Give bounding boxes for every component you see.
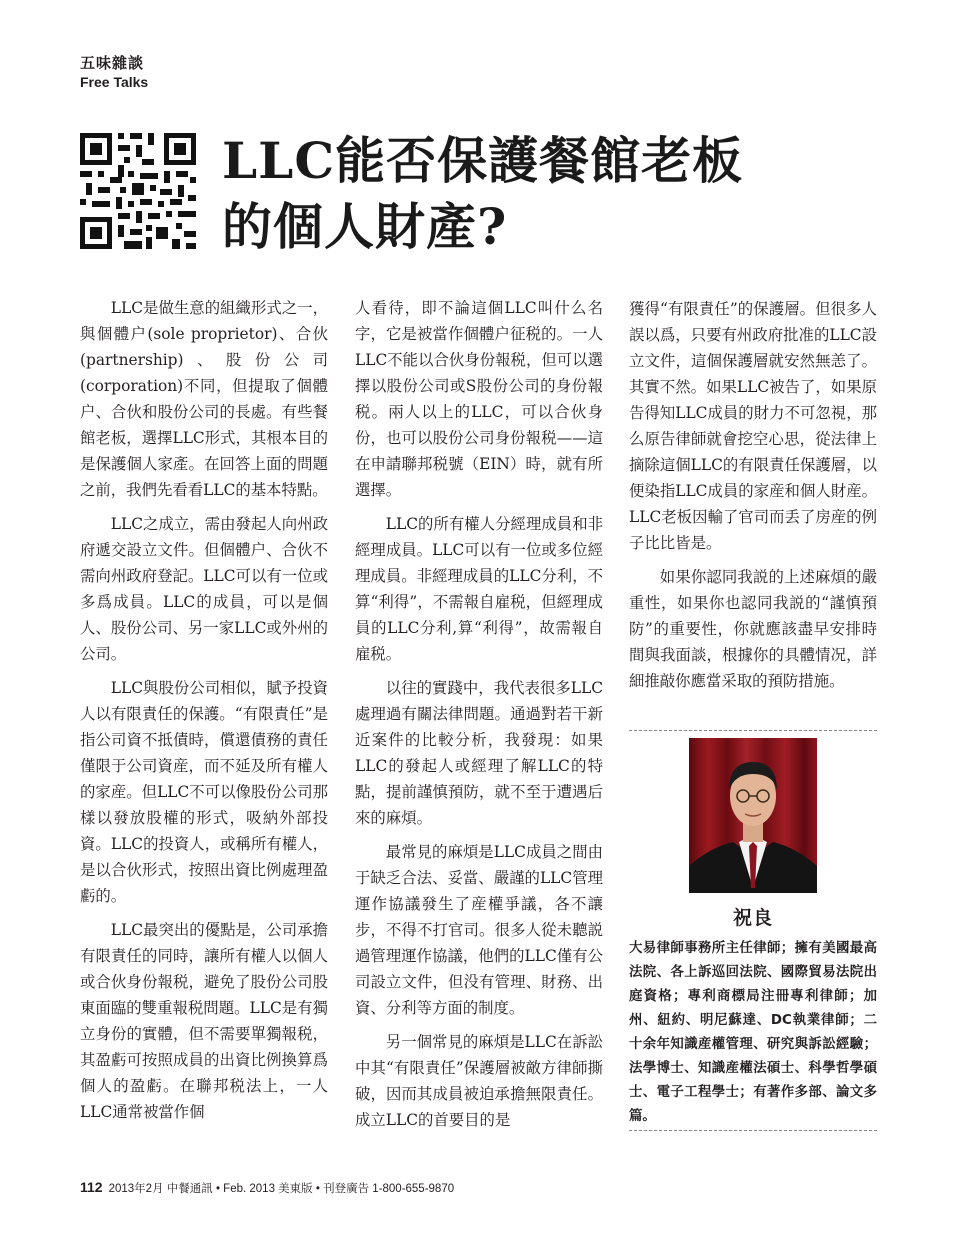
section-name-en: Free Talks xyxy=(80,74,149,90)
article-column-2 xyxy=(355,295,603,1141)
paragraph: LLC是做生意的組織形式之一，與個體户(sole proprietor)、合伙(partnership)、股份公司(corporation)不同，但提取了個體户、合伙和股份公司的長處。有些餐館老板，選擇LLC形式，其根本目的是保護個人家產。在回答上面的問題之前，我們先看看LLC的基本特點。 xyxy=(80,299,328,499)
paragraph: 以往的實踐中，我代表很多LLC處理過有關法律問題。通過對若干新近案件的比較分析，我發現：如果LLC的發起人或經理了解LLC的特點，提前謹慎預防，就不至于遭遇后來的麻煩。 xyxy=(355,679,603,827)
qr-code-icon xyxy=(80,133,196,249)
paragraph: LLC最突出的優點是，公司承擔有限責任的同時，讓所有權人以個人或合伙身份報税，避免了股份公司股東面臨的雙重報税問題。LLC是有獨立身份的實體，但不需要單獨報税，其盈虧可按照成員的出資比例換算爲個人的盈虧。在聯邦税法上，一人LLC通常被當作個 xyxy=(80,921,328,1121)
article-column-3 xyxy=(629,296,877,702)
article-column-1 xyxy=(80,295,328,1133)
footer-text: 2013年2月 中餐通訊 • Feb. 2013 美東版 • 刊登廣告 1-800-655-9870 xyxy=(108,1183,455,1195)
divider xyxy=(629,1130,877,1131)
author-bio: 大易律師事務所主任律師；擁有美國最高法院、各上訴巡回法院、國際貿易法院出庭資格；專利商標局注冊專利律師；加州、紐約、明尼蘇達、DC執業律師；二十余年知識産權管理、研究與訴訟經驗；法學博士、知識産權法碩士、科學哲學碩士、電子工程學士；有著作多部、論文多篇。 xyxy=(629,941,877,1124)
paragraph: 另一個常見的麻煩是LLC在訴訟中其“有限責任”保護層被敵方律師撕破，因而其成員被迫承擔無限責任。成立LLC的首要目的是 xyxy=(355,1033,603,1129)
paragraph: LLC與股份公司相似，賦予投資人以有限責任的保護。“有限責任”是指公司資不抵債時，償還債務的責任僅限于公司資産，而不延及所有權人的家産。但LLC不可以像股份公司那樣以發放股權的形式，吸納外部投資。LLC的投資人，或稱所有權人，是以合伙形式，按照出資比例處理盈虧的。 xyxy=(80,679,328,905)
paragraph-continued: 獲得“有限責任”的保護層。但很多人誤以爲，只要有州政府批准的LLC設立文件，這個保護層就安然無恙了。其實不然。如果LLC被告了，如果原告得知LLC成員的財力不可忽視，那么原告律師就會挖空心思，從法律上摘除這個LLC的有限責任保護層，以便染指LLC成員的家産和個人財産。LLC老板因輸了官司而丢了房産的例子比比皆是。 xyxy=(629,300,877,552)
article-title xyxy=(222,128,743,260)
page-number: 112 xyxy=(80,1179,103,1195)
divider xyxy=(629,730,877,731)
paragraph: 如果你認同我説的上述麻煩的嚴重性，如果你也認同我説的“謹慎預防”的重要性，你就應該盡早安排時間與我面談，根據你的具體情况，詳細推敲你應當采取的預防措施。 xyxy=(629,568,877,690)
section-name-cn: 五味雜談 xyxy=(80,54,145,72)
author-photo xyxy=(689,738,817,893)
page-footer xyxy=(80,1179,454,1196)
paragraph-continued: 人看待，即不論這個LLC叫什么名字，它是被當作個體户征税的。一人LLC不能以合伙身份報税，但可以選擇以股份公司或S股份公司的身份報税。兩人以上的LLC，可以合伙身份，也可以股份公司身份報税——這在申請聯邦税號（EIN）時，就有所選擇。 xyxy=(355,299,603,499)
title-line-1: LLC能否保護餐館老板 xyxy=(222,131,744,190)
title-line-2: 的個人財產? xyxy=(222,197,508,256)
paragraph: 最常見的麻煩是LLC成員之間由于缺乏合法、妥當、嚴謹的LLC管理運作協議發生了産權爭議，各不讓步，不得不打官司。很多人從未聽説過管理運作協議，他們的LLC僅有公司設立文件，但没有管理、財務、出資、分利等方面的制度。 xyxy=(355,843,603,1017)
paragraph: LLC之成立，需由發起人向州政府遞交設立文件。但個體户、合伙不需向州政府登記。LLC可以有一位或多爲成員。LLC的成員，可以是個人、股份公司、另一家LLC或外州的公司。 xyxy=(80,515,328,663)
author-name: 祝良 xyxy=(732,907,773,929)
paragraph: LLC的所有權人分經理成員和非經理成員。LLC可以有一位或多位經理成員。非經理成員的LLC分利，不算“利得”，不需報自雇税，但經理成員的LLC分利,算“利得”，故需報自雇税。 xyxy=(355,515,603,663)
